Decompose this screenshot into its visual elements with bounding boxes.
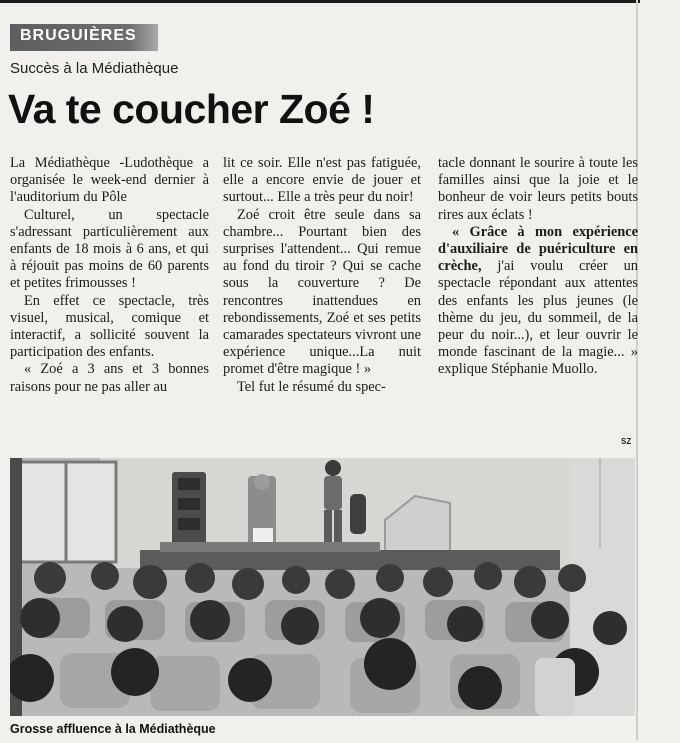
paragraph: En effet ce spectacle, très visuel, musical, comique et interactif, a sollicité souvent la participation des enfants. (10, 292, 209, 361)
photo-caption: Grosse affluence à la Médiathèque (10, 722, 216, 736)
article-kicker: Succès à la Médiathèque (10, 60, 179, 77)
paragraph: « Zoé a 3 ans et 3 bonnes raisons pour ne pas aller au (10, 361, 209, 395)
paragraph: tacle donnant le sourire à toute les familles ainsi que la joie et le bonheur de voir leurs petits bouts rires aux éclats ! (438, 155, 638, 223)
audience-photo-illustration (10, 458, 635, 716)
paragraph: Zoé croit être seule dans sa chambre... Pourtant bien des surprises l'attendent... Qui remue au fond du tiroir ? Qui se cache sous la couverture ? De rencontres inattendues en rebondissements, Zoé et ses petits camarades spectateurs vivront une expérience unique...La nuit promet d'être magique ! » (223, 206, 421, 378)
article-column-1 (10, 155, 209, 396)
top-rule (0, 0, 640, 3)
article-column-2 (223, 155, 421, 396)
author-signature: SZ (621, 437, 632, 446)
section-label: BRUGUIÈRES (20, 27, 137, 44)
paragraph: Culturel, un spectacle s'adressant particulièrement aux enfants de 18 mois à 6 ans, et qui à réjouit pas moins de 60 parents et petites frimousses ! (10, 206, 209, 292)
paragraph: La Médiathèque -Ludothèque a organisée le week-end dernier à l'auditorium du Pôle (10, 155, 209, 206)
quote-bold: « Grâce à mon expérience d'auxiliaire de puériculture en crèche, (438, 223, 638, 275)
paragraph: lit ce soir. Elle n'est pas fatiguée, elle a encore envie de jouer et surtout... Elle a très peur du noir! (223, 155, 421, 206)
section-banner (10, 24, 158, 51)
article-headline: Va te coucher Zoé ! (8, 86, 375, 132)
quote-rest: j'ai voulu créer un spectacle répondant aux attentes des enfants les plus jeunes (le thème du jeu, du sommeil, de la peur du noir...), et leur ouvrir le monde fascinant de la magie... » explique Stéphanie Muollo. (438, 258, 638, 378)
article-photo (10, 458, 635, 716)
paragraph (438, 224, 638, 379)
article-column-3 (438, 155, 638, 379)
paragraph: Tel fut le résumé du spec- (237, 378, 386, 395)
